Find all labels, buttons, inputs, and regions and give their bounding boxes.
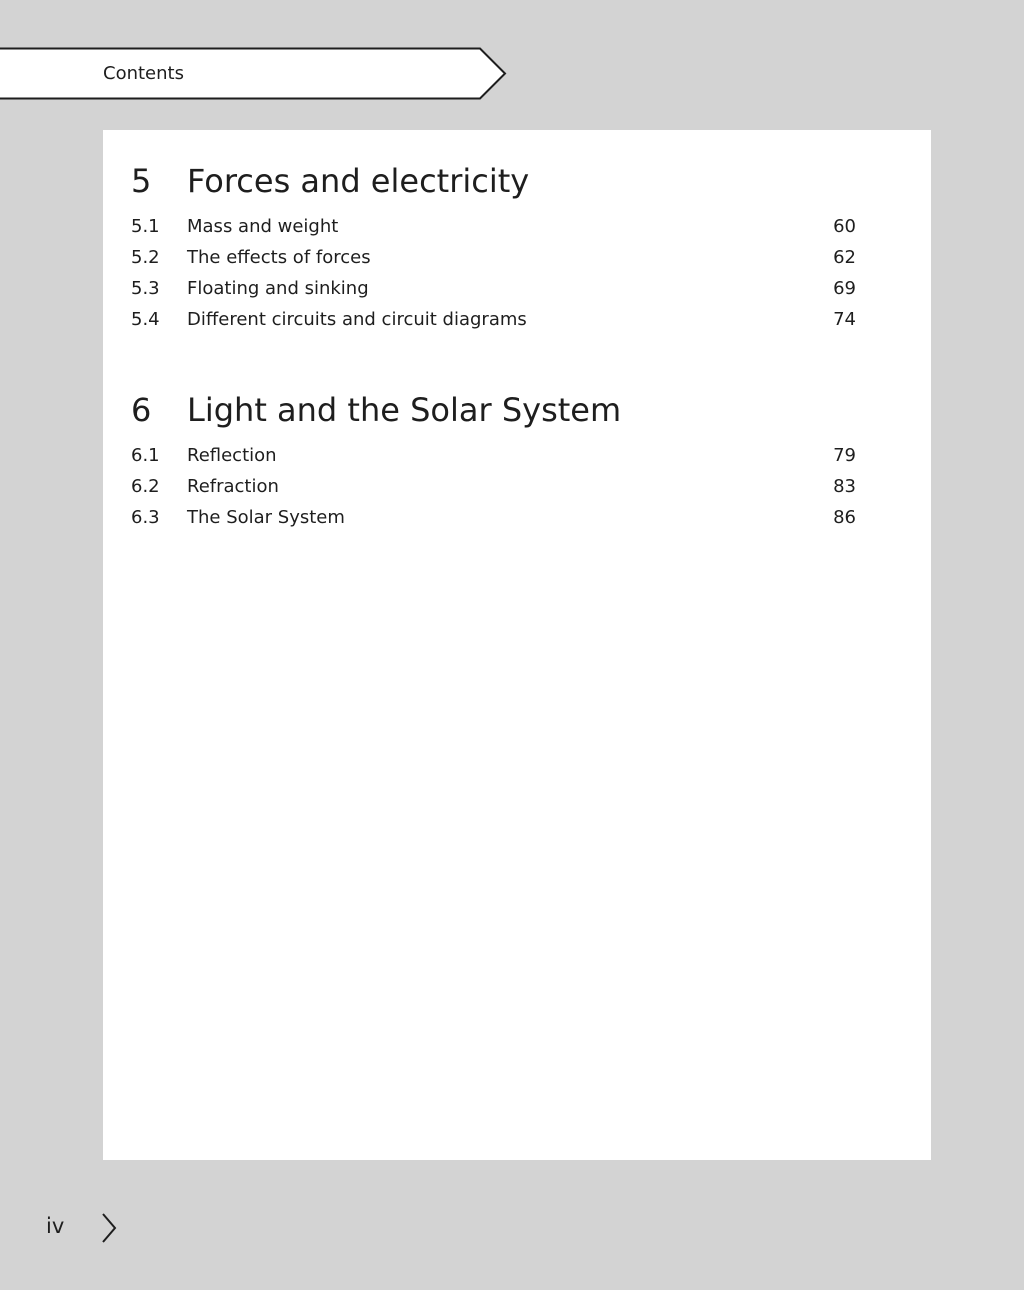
contents-panel (103, 130, 931, 1160)
toc-entry-5-3[interactable] (131, 273, 871, 304)
chapter-title: Forces and electricity (187, 162, 530, 200)
section-list (131, 211, 871, 335)
section-title: Floating and sinking (187, 278, 369, 299)
toc-entry-5-1[interactable] (131, 211, 871, 242)
section-title: Refraction (187, 476, 279, 497)
section-title: Reflection (187, 445, 277, 466)
section-number: 5.4 (131, 309, 160, 330)
section-page-number: 62 (833, 247, 856, 268)
chapter-heading (131, 161, 871, 201)
section-title: Different circuits and circuit diagrams (187, 309, 527, 330)
section-number: 5.1 (131, 216, 160, 237)
section-page-number: 69 (833, 278, 856, 299)
chapter-number: 6 (131, 391, 152, 429)
section-number: 6.1 (131, 445, 160, 466)
chapter-heading (131, 390, 871, 430)
toc-entry-6-3[interactable] (131, 502, 871, 533)
toc-entry-5-2[interactable] (131, 242, 871, 273)
chevron-right-icon (100, 1212, 120, 1248)
section-page-number: 86 (833, 507, 856, 528)
section-page-number: 83 (833, 476, 856, 497)
contents-header-tab (0, 47, 510, 100)
section-page-number: 74 (833, 309, 856, 330)
chapter-title: Light and the Solar System (187, 391, 622, 429)
page-folio: iv (46, 1214, 65, 1238)
section-page-number: 79 (833, 445, 856, 466)
section-number: 6.2 (131, 476, 160, 497)
section-title: Mass and weight (187, 216, 339, 237)
header-title: Contents (103, 63, 184, 84)
section-number: 5.3 (131, 278, 160, 299)
toc-entry-6-1[interactable] (131, 440, 871, 471)
section-number: 6.3 (131, 507, 160, 528)
section-list (131, 440, 871, 533)
header-tab-shape (0, 47, 510, 100)
section-title: The Solar System (187, 507, 345, 528)
section-number: 5.2 (131, 247, 160, 268)
section-page-number: 60 (833, 216, 856, 237)
toc-entry-5-4[interactable] (131, 304, 871, 335)
chapter-6 (131, 390, 871, 533)
toc-entry-6-2[interactable] (131, 471, 871, 502)
chapter-number: 5 (131, 162, 152, 200)
section-title: The effects of forces (187, 247, 371, 268)
chapter-5 (131, 161, 871, 335)
